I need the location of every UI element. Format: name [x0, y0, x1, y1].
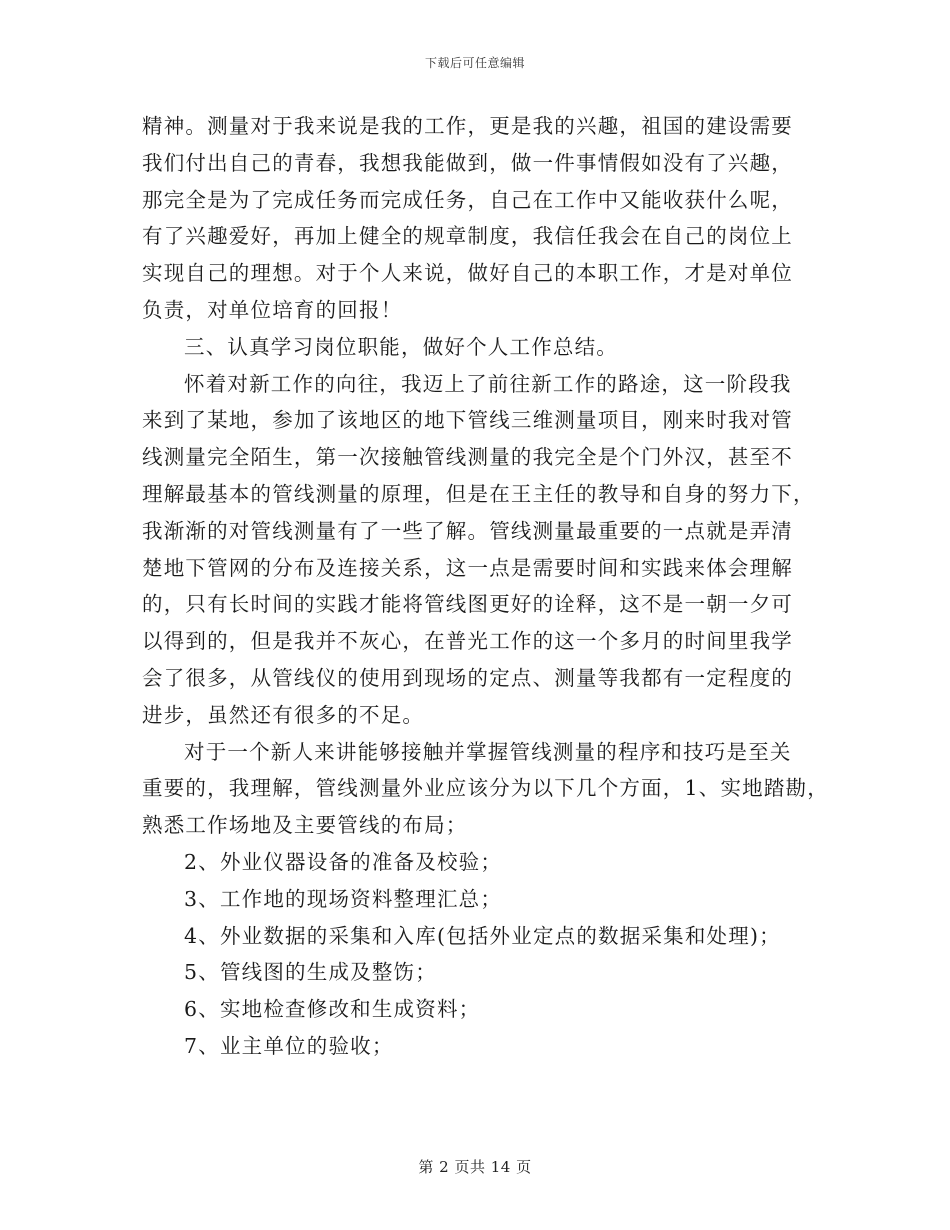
- paragraph-line: 以得到的，但是我并不灰心，在普光工作的这一个多月的时间里我学: [142, 629, 793, 654]
- paragraph-line: 我渐渐的对管线测量有了一些了解。管线测量最重要的一点就是弄清: [142, 518, 793, 543]
- paragraph-line: 重要的，我理解，管线测量外业应该分为以下几个方面，1、实地踏勘，: [142, 776, 829, 801]
- paragraph-line: 精神。测量对于我来说是我的工作，更是我的兴趣，祖国的建设需要: [142, 114, 793, 138]
- paragraph-line: 会了很多，从管线仪的使用到现场的定点、测量等我都有一定程度的: [142, 665, 793, 690]
- list-item: 6、实地检查修改和生成资料；: [184, 997, 481, 1022]
- paragraph-line: 线测量完全陌生，第一次接触管线测量的我完全是个门外汉，甚至不: [142, 445, 793, 470]
- paragraph-line: 那完全是为了完成任务而完成任务，自己在工作中又能收获什么呢，: [142, 187, 793, 212]
- header-note: 下载后可任意编辑: [424, 56, 525, 70]
- list-item: 5、管线图的生成及整饬；: [184, 960, 437, 985]
- list-item: 2、外业仪器设备的准备及校验；: [184, 849, 503, 874]
- section-heading: 三、认真学习岗位职能，做好个人工作总结。: [184, 334, 618, 359]
- body-text: [142, 108, 829, 1065]
- paragraph-line: 实现自己的理想。对于个人来说，做好自己的本职工作，才是对单位: [142, 261, 793, 286]
- paragraph-line: 怀着对新工作的向往，我迈上了前往新工作的路途，这一阶段我: [184, 371, 792, 396]
- paragraph-line: 熟悉工作场地及主要管线的布局；: [142, 813, 468, 838]
- list-item: 3、工作地的现场资料整理汇总；: [184, 886, 503, 911]
- list-item: 7、业主单位的验收；: [184, 1033, 394, 1058]
- paragraph-line: 的，只有长时间的实践才能将管线图更好的诠释，这不是一朝一夕可: [142, 592, 793, 617]
- paragraph-line: 有了兴趣爱好，再加上健全的规章制度，我信任我会在自己的岗位上: [142, 224, 793, 249]
- paragraph-line: 对于一个新人来讲能够接触并掌握管线测量的程序和技巧是至关: [184, 739, 792, 764]
- paragraph-line: 负责，对单位培育的回报！: [142, 297, 403, 322]
- list-item: 4、外业数据的采集和入库(包括外业定点的数据采集和处理)；: [184, 923, 781, 948]
- paragraph-line: 来到了某地，参加了该地区的地下管线三维测量项目，刚来时我对管: [142, 408, 793, 433]
- paragraph-line: 我们付出自己的青春，我想我能做到，做一件事情假如没有了兴趣，: [142, 150, 793, 175]
- paragraph-line: 楚地下管网的分布及连接关系，这一点是需要时间和实践来体会理解: [142, 555, 793, 580]
- page-number: 第 2 页共 14 页: [418, 1158, 532, 1176]
- paragraph-line: 理解最基本的管线测量的原理，但是在王主任的教导和自身的努力下，: [142, 481, 815, 506]
- paragraph-line: 进步，虽然还有很多的不足。: [142, 702, 425, 727]
